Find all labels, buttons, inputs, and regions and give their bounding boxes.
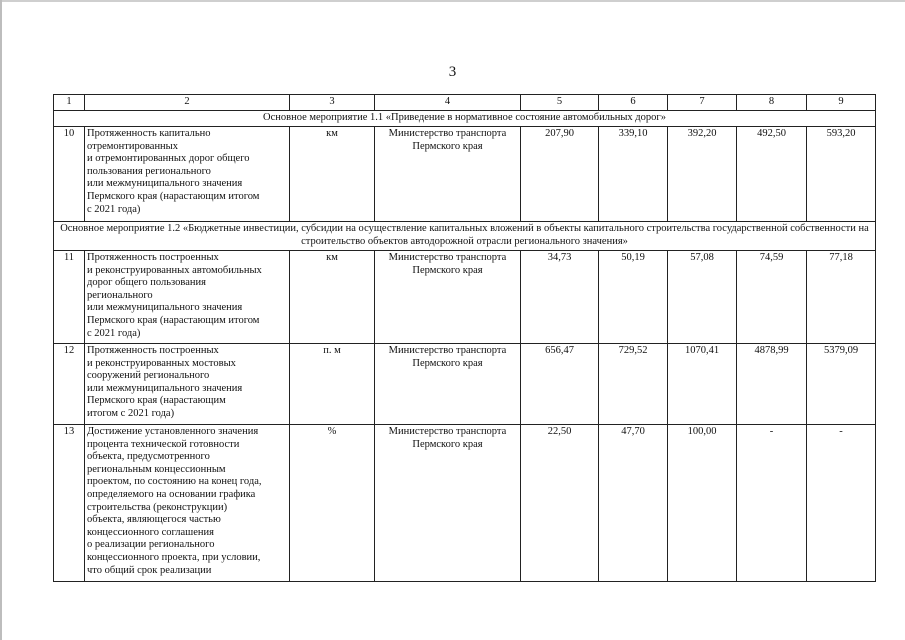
value-col-8: 74,59 (737, 251, 807, 344)
responsible-cell: Министерство транспорта Пермского края (375, 127, 521, 222)
responsible-cell: Министерство транспорта Пермского края (375, 344, 521, 425)
header-cell-5: 5 (521, 95, 599, 111)
value-col-8: - (737, 425, 807, 582)
table-row (54, 127, 876, 222)
value-col-7: 1070,41 (668, 344, 737, 425)
unit-cell: п. м (290, 344, 375, 425)
value-col-5: 34,73 (521, 251, 599, 344)
unit-cell: % (290, 425, 375, 582)
page-number: 3 (448, 64, 457, 80)
value-col-5: 22,50 (521, 425, 599, 582)
value-col-9: - (807, 425, 876, 582)
value-col-9: 77,18 (807, 251, 876, 344)
header-cell-2: 2 (85, 95, 290, 111)
indicator-name: Протяженность капитально отремонтированных и отремонтированных дорог общего пользования регионального или межмуниципального значения Пермского края (нарастающим итогом с 2021 года) (85, 127, 290, 222)
value-col-6: 339,10 (599, 127, 668, 222)
header-cell-3: 3 (290, 95, 375, 111)
unit-cell: км (290, 127, 375, 222)
table-row (54, 251, 876, 344)
unit-cell: км (290, 251, 375, 344)
header-row (54, 95, 876, 111)
row-number: 10 (54, 127, 85, 222)
header-cell-4: 4 (375, 95, 521, 111)
table-row (54, 344, 876, 425)
section-row-1-1 (54, 111, 876, 127)
section-row-1-2 (54, 222, 876, 251)
value-col-9: 5379,09 (807, 344, 876, 425)
indicator-name: Протяженность построенных и реконструированных мостовых сооружений регионального или межмуниципального значения Пермского края (нарастающим итогом с 2021 года) (85, 344, 290, 425)
value-col-6: 50,19 (599, 251, 668, 344)
value-col-8: 492,50 (737, 127, 807, 222)
indicator-name: Протяженность построенных и реконструированных автомобильных дорог общего пользования регионального или межмуниципального значения Пермского края (нарастающим итогом с 2021 года) (85, 251, 290, 344)
value-col-7: 100,00 (668, 425, 737, 582)
row-number: 12 (54, 344, 85, 425)
header-cell-6: 6 (599, 95, 668, 111)
header-cell-7: 7 (668, 95, 737, 111)
row-number: 11 (54, 251, 85, 344)
value-col-5: 207,90 (521, 127, 599, 222)
section-title: Основное мероприятие 1.2 «Бюджетные инвестиции, субсидии на осуществление капитальных вложений в объекты капитального строительства государственной собственности на строительство объектов автодорожной отрасли регионального значения» (54, 222, 876, 251)
row-number: 13 (54, 425, 85, 582)
indicators-table (53, 94, 876, 582)
table-row (54, 425, 876, 582)
responsible-cell: Министерство транспорта Пермского края (375, 425, 521, 582)
header-cell-8: 8 (737, 95, 807, 111)
responsible-cell: Министерство транспорта Пермского края (375, 251, 521, 344)
value-col-9: 593,20 (807, 127, 876, 222)
scan-left-edge (0, 0, 2, 640)
section-title: Основное мероприятие 1.1 «Приведение в нормативное состояние автомобильных дорог» (54, 111, 876, 127)
value-col-7: 392,20 (668, 127, 737, 222)
value-col-6: 729,52 (599, 344, 668, 425)
header-cell-1: 1 (54, 95, 85, 111)
header-cell-9: 9 (807, 95, 876, 111)
scan-top-edge (0, 0, 905, 2)
indicator-name: Достижение установленного значения процента технической готовности объекта, предусмотренного региональным концессионным проектом, по состоянию на конец года, определяемого на основании графика строительства (реконструкции) объекта, являющегося частью концессионного соглашения о реализации регионального концессионного проекта, при условии, что общий срок реализации (85, 425, 290, 582)
value-col-7: 57,08 (668, 251, 737, 344)
value-col-8: 4878,99 (737, 344, 807, 425)
value-col-5: 656,47 (521, 344, 599, 425)
value-col-6: 47,70 (599, 425, 668, 582)
